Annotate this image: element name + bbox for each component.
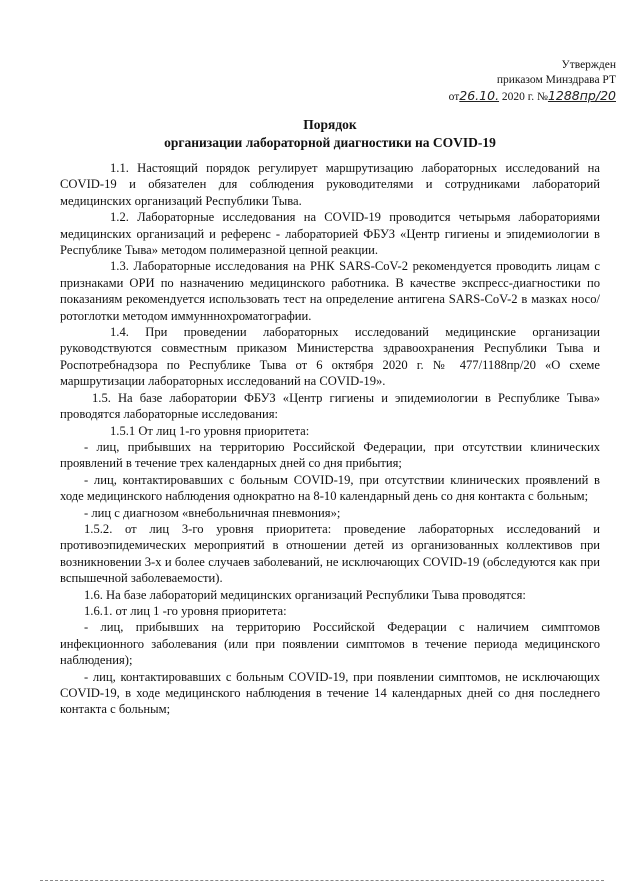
- approval-stamp: [396, 58, 616, 105]
- handwritten-order-number: 1288пр/20: [547, 88, 616, 103]
- paragraph-1-6-1: 1.6.1. от лиц 1 -го уровня приоритета:: [84, 603, 287, 618]
- paragraph-1-1: 1.1. Настоящий порядок регулирует маршрутизацию лабораторных исследований на COVID-19 и обязателен для соблюдения руководителями и сотрудниками лабораторий медицинских организаций Республики Тыва.: [60, 161, 600, 208]
- approval-line-approved: Утвержден: [561, 59, 616, 71]
- title-line-2: организации лабораторной диагностики на COVID-19: [164, 135, 496, 150]
- paragraph-1-6: 1.6. На базе лабораторий медицинских организаций Республики Тыва проводятся:: [84, 587, 526, 602]
- document-body: [60, 160, 600, 718]
- paragraph-1-2: 1.2. Лабораторные исследования на COVID-19 проводится четырьмя лабораториями медицинских организаций и референс - лабораторией ФБУЗ «Центр гигиены и эпидемиологии в Республике Тыва» методом полимеразной цепной реакции.: [60, 210, 600, 258]
- approval-line-date-number: [396, 88, 616, 105]
- document-title: [60, 116, 600, 152]
- paragraph-1-3: 1.3. Лабораторные исследования на РНК SARS-CoV-2 рекомендуется проводить лицам с признаками ОРИ по назначению медицинского работника. В качестве экспресс-диагностики по показаниям рекомендуется использовать тест на определение антигена SARS-CoV-2 в мазках носо/ротоглотки методом иммунннохроматографии.: [60, 259, 600, 323]
- approval-line-order: приказом Минздрава РТ: [496, 74, 616, 86]
- page-bottom-rule: [40, 880, 604, 881]
- paragraph-1-5-2: 1.5.2. от лиц 3-го уровня приоритета: проведение лабораторных исследований и противоэпидемических мероприятий в отношении детей из организованных коллективов при возникновении 3-х и более случаев заболеваний, не исключающих COVID-19 (обследуются как при вспышечной заболеваемости).: [60, 521, 600, 586]
- approval-year: 2020 г. №: [499, 91, 548, 103]
- list-item: - лиц, контактировавших с больным COVID-19, при отсутствии клинических проявлений в ходе медицинского наблюдения однократно на 8-10 календарный день со дня контакта с больным;: [60, 472, 600, 504]
- handwritten-date: 26.10.: [459, 88, 500, 103]
- paragraph-1-5-1: 1.5.1 От лиц 1-го уровня приоритета:: [110, 423, 310, 438]
- list-item: - лиц, прибывших на территорию Российской Федерации, при отсутствии клинических проявлений в течение трех календарных дней со дня прибытия;: [60, 439, 600, 471]
- paragraph-1-5: 1.5. На базе лаборатории ФБУЗ «Центр гигиены и эпидемиологии в Республике Тыва» проводятся лабораторные исследования:: [60, 390, 600, 422]
- list-item: - лиц, контактировавших с больным COVID-19, при появлении симптомов, не исключающих COVID-19, в ходе медицинского наблюдения в течение 14 календарных дней со дня последнего контакта с больным;: [60, 669, 600, 717]
- title-line-1: Порядок: [303, 117, 357, 132]
- list-item: - лиц, прибывших на территорию Российской Федерации с наличием симптомов инфекционного заболевания (или при появлении симптомов в течение периода медицинского наблюдения);: [60, 620, 600, 668]
- approval-from-prefix: от: [448, 91, 460, 103]
- paragraph-1-4: 1.4. При проведении лабораторных исследований медицинские организации руководствуются совместным приказом Министерства здравоохранения Республики Тыва и Роспотребнадзора по Республике Тыва от 6 октября 2020 г. № 477/1188пр/20 «О схеме маршрутизации лабораторных исследований на COVID-19».: [60, 325, 600, 389]
- list-item: - лиц с диагнозом «внебольничная пневмония»;: [84, 505, 341, 520]
